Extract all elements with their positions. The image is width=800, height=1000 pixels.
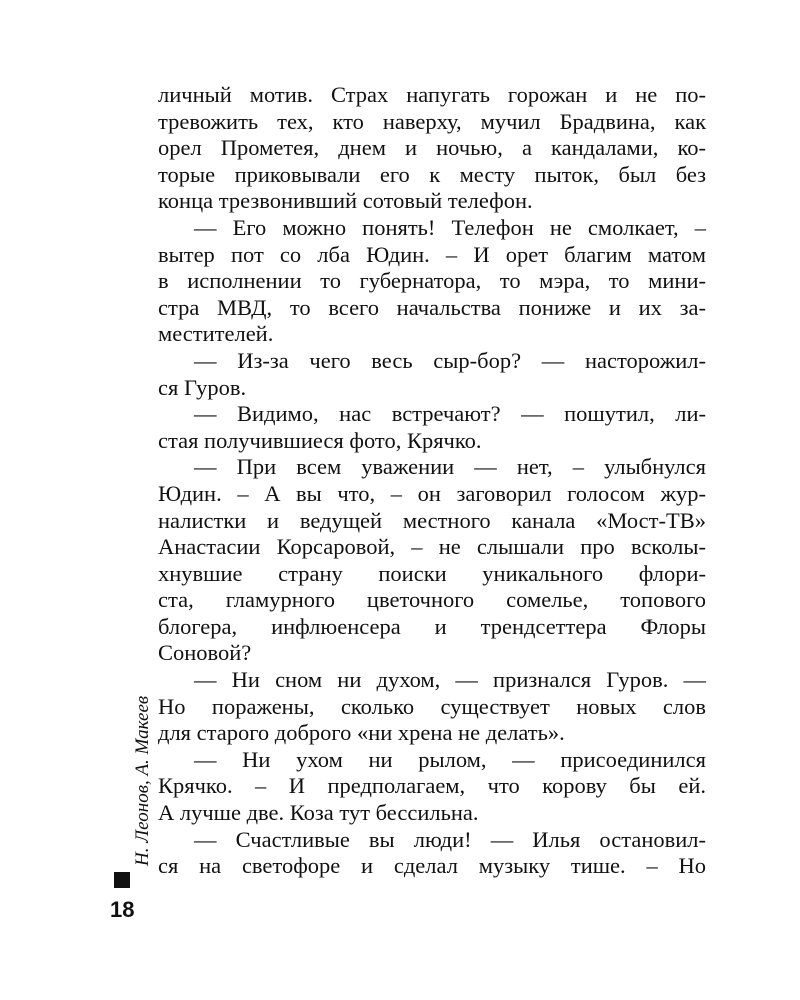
text-line: орел Прометея, днем и ночью, а кандалами, ко-: [158, 135, 706, 161]
text-line: — Из-за чего весь сыр-бор? — насторожил-: [194, 347, 706, 373]
page-body-text: [158, 82, 706, 880]
text-line: Но поражены, сколько существует новых слов: [158, 693, 706, 719]
text-line: конца трезвонивший сотовый телефон.: [158, 188, 533, 214]
text-line: стая получившиеся фото, Крячко.: [158, 427, 482, 453]
text-line: налистки и ведущей местного канала «Мост-ТВ»: [158, 507, 706, 533]
text-line: Анастасии Корсаровой, – не слышали про всколы-: [158, 534, 706, 560]
text-line: ся на светофоре и сделал музыку тише. – Но: [158, 853, 706, 879]
text-line: — Видимо, нас встречают? — пошутил, ли-: [194, 401, 706, 427]
square-marker-icon: [114, 872, 130, 888]
page-number: 18: [110, 897, 135, 922]
text-line: — Его можно понять! Телефон не смолкает, –: [194, 214, 706, 240]
text-line: тревожить тех, кто наверху, мучил Брадвина, как: [158, 108, 706, 134]
text-line: стра МВД, то всего начальства пониже и их за-: [158, 294, 706, 320]
text-line: А лучше две. Коза тут бессильна.: [158, 800, 479, 826]
text-line: вытер пот со лба Юдин. – И орет благим матом: [158, 241, 706, 267]
text-line: в исполнении то губернатора, то мэра, то мини-: [158, 268, 706, 294]
text-line: ста, гламурного цветочного сомелье, топового: [158, 587, 706, 613]
text-line: хнувшие страну поиски уникального флори-: [158, 560, 706, 586]
text-line: для старого доброго «ни хрена не делать».: [158, 720, 565, 746]
text-line: Крячко. – И предполагаем, что корову бы ей.: [158, 773, 706, 799]
text-line: местителей.: [158, 321, 274, 347]
text-line: — Ни сном ни духом, — признался Гуров. —: [194, 667, 706, 693]
text-line: — При всем уважении — нет, – улыбнулся: [194, 454, 706, 480]
text-line: блогера, инфлюенсера и трендсеттера Флоры: [158, 613, 706, 639]
text-line: — Счастливые вы люди! — Илья остановил-: [194, 826, 706, 852]
text-line: ся Гуров.: [158, 374, 247, 400]
text-line: личный мотив. Страх напугать горожан и не по-: [158, 82, 706, 107]
text-line: — Ни ухом ни рылом, — присоединился: [194, 746, 706, 772]
text-line: торые приковывали его к месту пыток, был без: [158, 161, 706, 187]
text-line: Юдин. – А вы что, – он заговорил голосом жур-: [158, 480, 706, 506]
author-running-head: Н. Леонов, А. Макеев: [132, 695, 153, 866]
text-line: Соновой?: [158, 640, 252, 666]
